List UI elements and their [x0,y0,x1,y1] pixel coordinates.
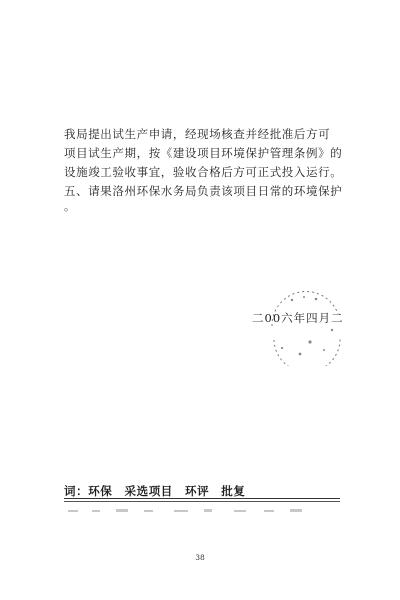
body-text-line-4: 五、请果洛州环保水务局负责该项目日常的环境保护 [64,184,343,198]
keywords-line: 词：环保 采选项目 环评 批复 [64,484,246,498]
body-text-line-3: 设施竣工验收事宜，验收合格后方可正式投入运行。 [64,165,343,179]
page-number: 38 [195,553,205,562]
body-text-line-1: 我局提出试生产申请，经现场核查并经批准后方可 [64,127,331,141]
bleed-through-marks [64,508,320,514]
keywords-rule-top [64,498,340,499]
issue-date: 二00六年四月二 [252,311,344,325]
body-text-line-5: 。 [64,200,76,213]
body-text-line-2: 项目试生产期，按《建设项目环境保护管理条例》的 [64,146,343,160]
official-seal-stamp [252,286,352,366]
keywords-rule-bottom [64,501,340,502]
